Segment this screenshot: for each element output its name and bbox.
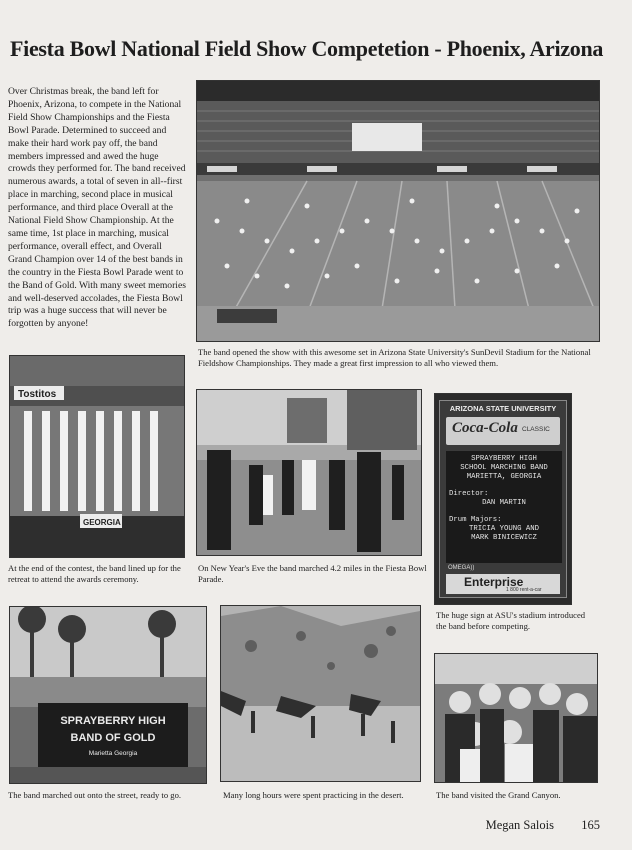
classic-label: CLASSIC — [522, 426, 550, 433]
sign-drum-label: Drum Majors: — [449, 516, 502, 524]
footer-author: Megan Salois — [485, 818, 554, 832]
banner-line1: SPRAYBERRY HIGH — [60, 715, 166, 727]
grand-canyon-photo — [434, 653, 598, 783]
enterprise-logo: Enterprise — [464, 575, 524, 589]
sign-line1: SPRAYBERRY HIGH — [471, 455, 537, 463]
page-title: Fiesta Bowl National Field Show Competetion - Phoenix, Arizona — [10, 36, 604, 61]
sign-university: ARIZONA STATE UNIVERSITY — [449, 404, 557, 413]
street-banner-photo — [9, 606, 207, 784]
caption-stadium: The band opened the show with this awesome set in Arizona State University's SunDevil Stadium for the National Fieldshow Championships. They made a great first impression to all who viewed them. — [198, 347, 591, 369]
desert-practice-photo — [220, 605, 421, 782]
sign-director: DAN MARTIN — [482, 499, 526, 507]
coca-cola-logo: Coca-Cola — [452, 420, 518, 436]
tostitos-sign: Tostitos — [18, 389, 57, 400]
asu-sign-photo — [434, 393, 572, 605]
caption-parade: On New Year's Eve the band marched 4.2 miles in the Fiesta Bowl Parade. — [198, 563, 427, 585]
caption-canyon: The band visited the Grand Canyon. — [436, 790, 561, 800]
sign-line2: SCHOOL MARCHING BAND — [460, 464, 548, 472]
stadium-photo — [196, 80, 600, 342]
caption-desert: Many long hours were spent practicing in the desert. — [223, 790, 404, 800]
sign-drum2: MARK BINICEWICZ — [471, 534, 537, 542]
caption-street: The band marched out onto the street, ready to go. — [8, 790, 182, 800]
enterprise-phone: 1 800 rent-a-car — [506, 587, 542, 593]
georgia-sign: GEORGIA — [83, 518, 121, 527]
awards-lineup-photo — [9, 355, 185, 558]
parade-photo — [196, 389, 422, 556]
sign-line3: MARIETTA, GEORGIA — [466, 473, 542, 481]
banner-line3: Marietta Georgia — [88, 750, 138, 757]
caption-sign: The huge sign at ASU's stadium introduced the band before competing. — [436, 610, 586, 632]
page-number: 165 — [581, 818, 600, 832]
sign-omega: OMEGA)) — [448, 565, 475, 571]
article-body: Over Christmas break, the band left for Phoenix, Arizona, to compete in the National Field Show Championships and the Fiesta Bowl Parade. Determined to succeed and make their hard work pay off, the band members impressed and awed the huge crowds they performed for. The band received numerous awards, a total of seven in all--first place in marching, second place in musical performance, and third place Overall at the National Field Show Championship. At the same time, 1st place in marching, musical performance, overall effect, and Overall Grand Champion over 14 of the best bands in the country in the Fiesta Bowl Parade went to the Band of Gold. With many sweet memories and well-deserved accolades, the Fiesta Bowl trip was a huge success that will never be forgotten by anyone! — [8, 86, 186, 330]
sign-director-label: Director: — [449, 490, 489, 498]
caption-awards: At the end of the contest, the band lined up for the retreat to attend the awards ceremony. — [8, 563, 181, 585]
sign-drum1: TRICIA YOUNG AND — [468, 525, 540, 533]
banner-line2: BAND OF GOLD — [70, 732, 156, 744]
